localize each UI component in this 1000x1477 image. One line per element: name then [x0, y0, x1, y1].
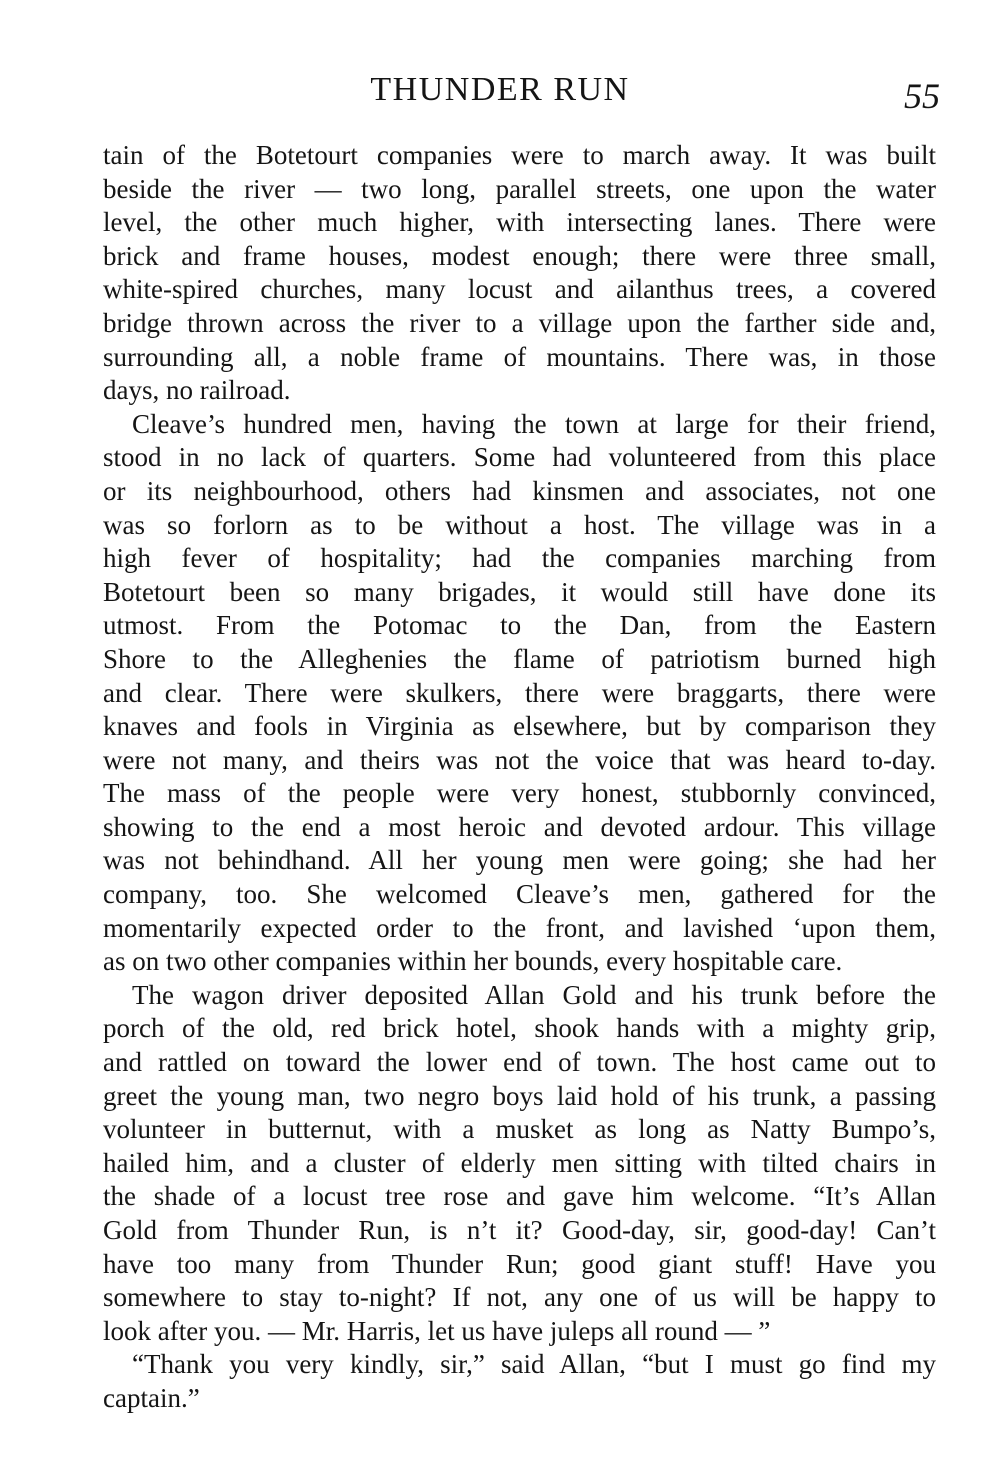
text-line: showing to the end a most heroic and devoted ardour. This village — [103, 811, 936, 842]
text-line: and rattled on toward the lower end of town. The host came out to — [103, 1047, 936, 1078]
text-line: The wagon driver deposited Allan Gold and his trunk before the — [132, 979, 936, 1010]
text-line: utmost. From the Potomac to the Dan, from the Eastern — [103, 610, 936, 641]
text-line: was not behindhand. All her young men were going; she had her — [103, 845, 936, 876]
text-line: brick and frame houses, modest enough; there were three small, — [103, 240, 936, 271]
text-line: bridge thrown across the river to a village upon the farther side and, — [103, 307, 936, 338]
text-line: knaves and fools in Virginia as elsewhere, but by comparison they — [103, 711, 936, 742]
text-line: have too many from Thunder Run; good giant stuff! Have you — [103, 1248, 936, 1279]
text-line: was so forlorn as to be without a host. The village was in a — [103, 509, 936, 540]
text-line: days, no railroad. — [103, 375, 291, 406]
text-line: surrounding all, a noble frame of mountains. There was, in those — [103, 341, 936, 372]
text-line: Botetourt been so many brigades, it would still have done its — [103, 576, 936, 607]
text-line: high fever of hospitality; had the companies marching from — [103, 543, 936, 574]
text-line: Gold from Thunder Run, is n’t it? Good-day, sir, good-day! Can’t — [103, 1215, 936, 1245]
text-line: were not many, and theirs was not the voice that was heard to-day. — [103, 744, 936, 775]
text-line: beside the river — two long, parallel streets, one upon the water — [103, 173, 936, 204]
text-line: or its neighbourhood, others had kinsmen and associates, not one — [103, 475, 936, 506]
text-line: and clear. There were skulkers, there were braggarts, there were — [103, 677, 936, 708]
paragraph-1 — [103, 139, 936, 408]
paragraph-3 — [103, 979, 936, 1349]
text-line: as on two other companies within her bounds, every hospitable care. — [103, 946, 843, 977]
paragraph-4 — [103, 1348, 936, 1415]
text-line: level, the other much higher, with intersecting lanes. There were — [103, 207, 936, 238]
text-line: Cleave’s hundred men, having the town at large for their friend, — [132, 408, 936, 439]
text-line: somewhere to stay to-night? If not, any one of us will be happy to — [103, 1282, 936, 1313]
text-line: company, too. She welcomed Cleave’s men, gathered for the — [103, 879, 936, 910]
paragraph-2 — [103, 408, 936, 979]
page-number: 55 — [904, 76, 940, 116]
text-line: tain of the Botetourt companies were to march away. It was built — [103, 140, 936, 170]
text-line: The mass of the people were very honest, stubbornly convinced, — [103, 778, 936, 809]
text-line: hailed him, and a cluster of elderly men sitting with tilted chairs in — [103, 1147, 936, 1178]
text-line: stood in no lack of quarters. Some had volunteered from this place — [103, 442, 936, 473]
text-line: look after you. — Mr. Harris, let us have juleps all round — ” — [103, 1315, 771, 1346]
body-text — [103, 139, 936, 1416]
running-title: THUNDER RUN — [370, 71, 630, 108]
text-line: Shore to the Alleghenies the flame of patriotism burned high — [103, 643, 936, 674]
text-line: the shade of a locust tree rose and gave him welcome. “It’s Allan — [103, 1181, 936, 1212]
text-line: greet the young man, two negro boys laid hold of his trunk, a passing — [103, 1080, 936, 1111]
text-line: volunteer in butternut, with a musket as long as Natty Bumpo’s, — [103, 1114, 936, 1145]
text-line: “Thank you very kindly, sir,” said Allan, “but I must go find my — [132, 1349, 936, 1380]
text-line: captain.” — [103, 1382, 200, 1413]
text-line: porch of the old, red brick hotel, shook hands with a mighty grip, — [103, 1013, 936, 1044]
text-line: momentarily expected order to the front, and lavished ‘upon them, — [103, 912, 936, 943]
text-line: white-spired churches, many locust and ailanthus trees, a covered — [103, 274, 936, 305]
